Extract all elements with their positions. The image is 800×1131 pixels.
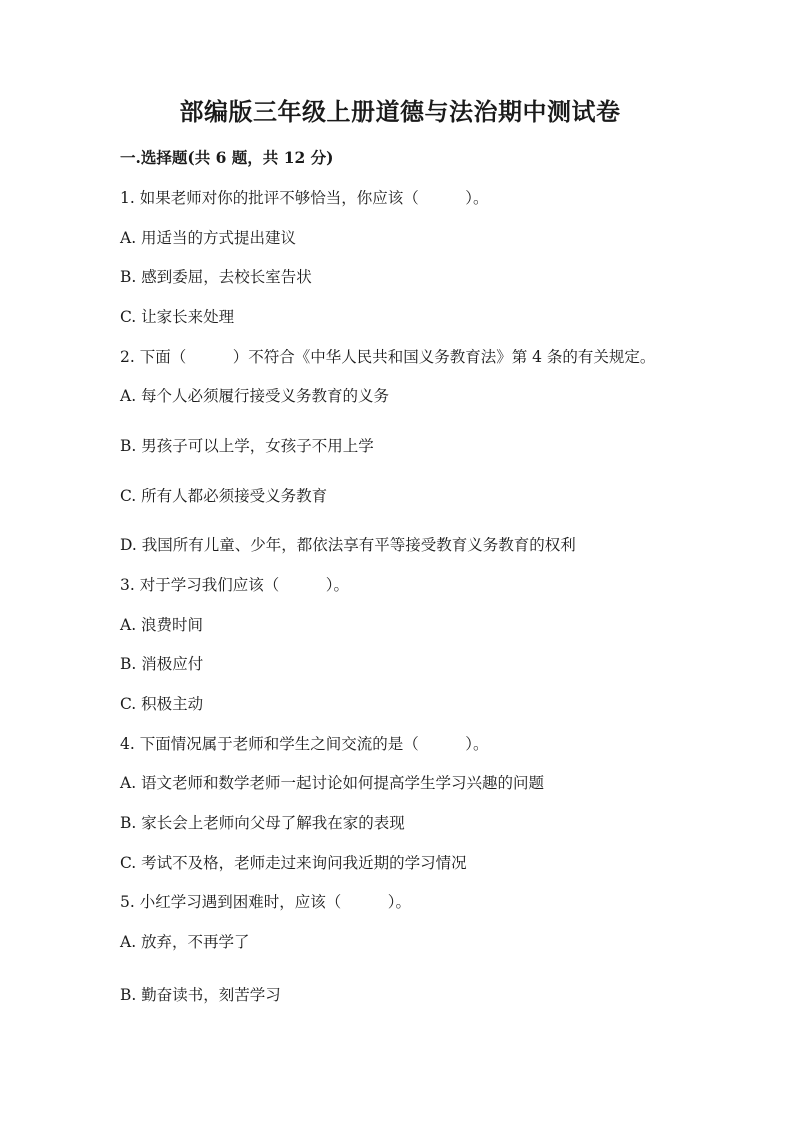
- option-c: C. 积极主动: [120, 695, 204, 713]
- question-stem: 3. 对于学习我们应该（ ）。: [120, 576, 349, 594]
- option-a: A. 每个人必须履行接受义务教育的义务: [120, 387, 390, 405]
- question-stem: 5. 小红学习遇到困难时，应该（ ）。: [120, 893, 411, 911]
- option-b: B. 家长会上老师向父母了解我在家的表现: [120, 814, 405, 832]
- question-stem: 1. 如果老师对你的批评不够恰当，你应该（ ）。: [120, 189, 489, 207]
- page-title: 部编版三年级上册道德与法治期中测试卷: [179, 97, 621, 126]
- option-a: A. 语文老师和数学老师一起讨论如何提高学生学习兴趣的问题: [120, 774, 545, 792]
- option-d: D. 我国所有儿童、少年，都依法享有平等接受教育义务教育的权利: [120, 536, 576, 554]
- option-b: B. 勤奋读书，刻苦学习: [120, 986, 281, 1004]
- option-a: A. 用适当的方式提出建议: [120, 229, 297, 247]
- section-heading: 一.选择题(共 6 题，共 12 分): [120, 148, 334, 167]
- option-a: A. 放弃，不再学了: [120, 933, 250, 951]
- option-c: C. 考试不及格，老师走过来询问我近期的学习情况: [120, 854, 467, 872]
- option-c: C. 让家长来处理: [120, 308, 235, 326]
- option-b: B. 男孩子可以上学，女孩子不用上学: [120, 437, 374, 455]
- question-stem: 4. 下面情况属于老师和学生之间交流的是（ ）。: [120, 735, 489, 753]
- option-b: B. 消极应付: [120, 655, 204, 673]
- option-a: A. 浪费时间: [120, 616, 204, 634]
- option-b: B. 感到委屈，去校长室告状: [120, 268, 312, 286]
- option-c: C. 所有人都必须接受义务教育: [120, 487, 328, 505]
- question-stem: 2. 下面（ ）不符合《中华人民共和国义务教育法》第 4 条的有关规定。: [120, 348, 656, 366]
